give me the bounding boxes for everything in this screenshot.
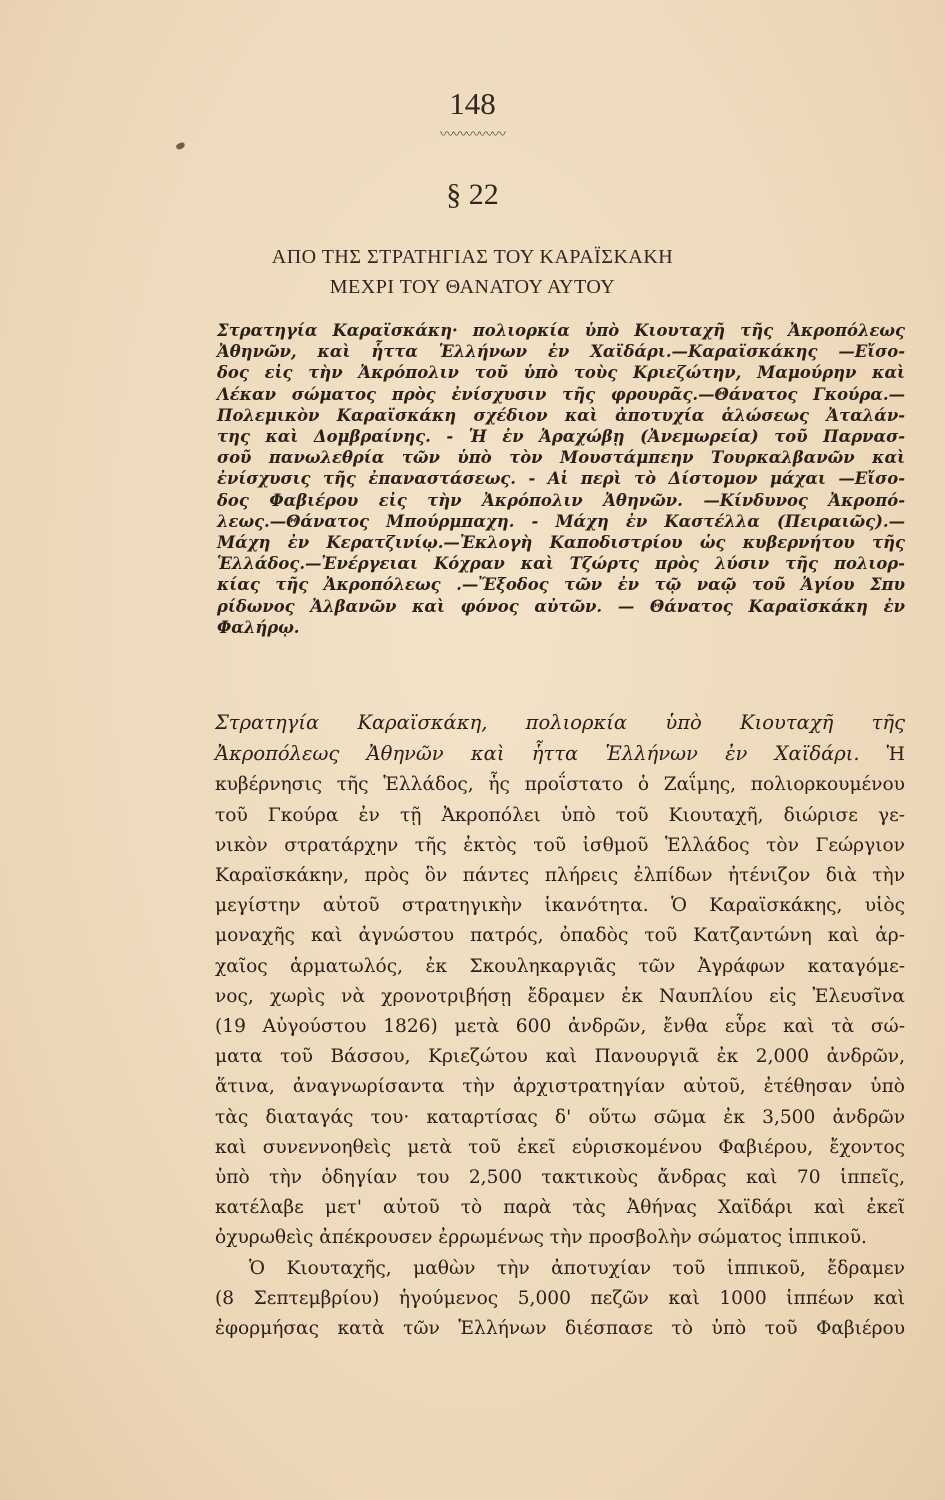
chapter-summary — [217, 320, 905, 638]
body-line: νικὸν στρατάρχην τῆς ἐκτὸς τοῦ ἰσθμοῦ Ἑλλάδος τὸν Γεώργιον — [215, 834, 905, 856]
body-line: μεγίστην αὐτοῦ στρατηγικὴν ἱκανότητα. Ὁ Καραϊσκάκης, υἱὸς — [215, 895, 905, 917]
body-line: κυβέρνησις τῆς Ἑλλάδος, ἧς προΐστατο ὁ Ζαΐμης, πολιορκουμένου — [215, 774, 905, 796]
section-heading: § 22 — [446, 178, 499, 211]
body-line: νος, χωρὶς νὰ χρονοτριβήσῃ ἔδραμεν ἐκ Ναυπλίου εἰς Ἐλευσῖνα — [215, 985, 905, 1007]
body-line: Ὁ Κιουταχῆς, μαθὼν τὴν ἀποτυχίαν τοῦ ἱππικοῦ, ἔδραμεν — [249, 1257, 905, 1279]
body-lead-italic-2: Ἀκροπόλεως Ἀθηνῶν καὶ ἧττα Ἑλλήνων ἐν Χαϊδάρι. — [215, 742, 860, 766]
summary-line: Στρατηγία Καραϊσκάκη· πολιορκία ὑπὸ Κιουταχῆ τῆς Ἀκροπόλεως — [217, 321, 905, 340]
wavy-ornament: 〰〰〰〰〰 — [440, 127, 505, 143]
summary-line: σοῦ πανωλεθρία τῶν ὑπὸ τὸν Μουστάμπεην Τουρκαλβανῶν καὶ — [217, 448, 905, 468]
page-number: 148 — [449, 86, 496, 121]
body-line: ἅτινα, ἀναγνωρίσαντα τὴν ἀρχιστρατηγίαν αὐτοῦ, ἐτέθησαν ὑπὸ — [215, 1076, 905, 1098]
summary-line: της καὶ Δομβραίνης. - Ἡ ἐν Ἀραχώβῃ (Ἀνεμωρεία) τοῦ Παρνασ- — [217, 427, 905, 447]
summary-line: ἐνίσχυσις τῆς ἐπαναστάσεως. - Αἱ περὶ τὸ Δίστομον μάχαι —Εἴσο- — [217, 469, 905, 489]
body-line: Καραϊσκάκην, πρὸς ὃν πάντες πλήρεις ἐλπίδων ἠτένιζον διὰ τὴν — [215, 865, 905, 887]
body-line: ἐφορμήσας κατὰ τῶν Ἑλλήνων διέσπασε τὸ ὑπὸ τοῦ Φαβιέρου — [215, 1318, 905, 1340]
summary-line: δος Φαβιέρου εἰς τὴν Ἀκρόπολιν Ἀθηνῶν. —Κίνδυνος Ἀκροπό- — [217, 490, 905, 510]
body-lead-tail: Ἡ — [859, 744, 905, 766]
chapter-title-line-2: ΜΕΧΡΙ ΤΟΥ ΘΑΝΑΤΟΥ ΑΥΤΟΥ — [329, 276, 616, 298]
summary-line: Πολεμικὸν Καραϊσκάκη σχέδιον καὶ ἀποτυχία ἁλώσεως Ἀταλάν- — [217, 405, 905, 425]
body-text — [215, 708, 905, 1344]
body-line: (19 Αὐγούστου 1826) μετὰ 600 ἀνδρῶν, ἔνθα εὗρε καὶ τὰ σώ- — [215, 1016, 905, 1038]
body-lead-line-1 — [215, 708, 905, 739]
summary-line: Λέκαν σώματος πρὸς ἐνίσχυσιν τῆς φρουρᾶς.—Θάνατος Γκούρα.— — [217, 384, 905, 404]
body-line: ὑπὸ τὴν ὁδηγίαν του 2,500 τακτικοὺς ἄνδρας καὶ 70 ἱππεῖς, — [215, 1167, 905, 1189]
body-line: ματα τοῦ Βάσσου, Κριεζώτου καὶ Πανουργιᾶ ἐκ 2,000 ἀνδρῶν, — [215, 1046, 905, 1068]
summary-line: ρίδωνος Ἀλβανῶν καὶ φόνος αὐτῶν. — Θάνατος Καραϊσκάκη ἐν — [217, 596, 905, 616]
summary-line: Φαλήρῳ. — [217, 617, 300, 637]
body-line: τοῦ Γκούρα ἐν τῇ Ἀκροπόλει ὑπὸ τοῦ Κιουταχῆ, διώρισε γε- — [215, 804, 905, 826]
body-line: ὀχυρωθεὶς ἀπέκρουσεν ἐρρωμένως τὴν προσβολὴν σώματος ἱππικοῦ. — [215, 1227, 867, 1249]
chapter-title-line-1: ΑΠΟ ΤΗΣ ΣΤΡΑΤΗΓΙΑΣ ΤΟΥ ΚΑΡΑΪΣΚΑΚΗ — [271, 246, 674, 268]
body-lead-italic-1: Στρατηγία Καραϊσκάκη, πολιορκία ὑπὸ Κιουταχῆ τῆς — [215, 711, 905, 734]
body-line: (8 Σεπτεμβρίου) ἡγούμενος 5,000 πεζῶν καὶ 1000 ἱππέων καὶ — [215, 1287, 905, 1309]
chapter-title — [0, 242, 945, 302]
summary-line: λεως.—Θάνατος Μπούρμπαχη. - Μάχη ἐν Καστέλλα (Πειραιῶς).— — [217, 511, 905, 531]
body-line: καὶ συνεννοηθεὶς μετὰ τοῦ ἐκεῖ εὑρισκομένου Φαβιέρου, ἔχοντος — [215, 1136, 905, 1158]
body-line: χαῖος ἁρματωλός, ἐκ Σκουληκαργιᾶς τῶν Ἀγράφων καταγόμε- — [215, 955, 905, 977]
summary-line: κίας τῆς Ἀκροπόλεως .—Ἔξοδος τῶν ἐν τῷ ναῷ τοῦ Ἁγίου Σπυ — [217, 575, 905, 595]
body-lead-line-2 — [215, 739, 905, 770]
summary-line: Ἑλλάδος.—Ἐνέργειαι Κόχραν καὶ Τζώρτς πρὸς λύσιν τῆς πολιορ- — [217, 554, 905, 574]
body-line: κατέλαβε μετ' αὐτοῦ τὸ παρὰ τὰς Ἀθήνας Χαϊδάρι καὶ ἐκεῖ — [215, 1197, 905, 1219]
summary-line: Ἀθηνῶν, καὶ ἧττα Ἑλλήνων ἐν Χαϊδάρι.—Καραϊσκάκης —Εἴσο- — [217, 342, 905, 362]
body-line: μοναχῆς καὶ ἀγνώστου πατρός, ὀπαδὸς τοῦ Κατζαντώνη καὶ ἀρ- — [215, 925, 905, 947]
body-line: τὰς διαταγάς του· καταρτίσας δ' οὕτω σῶμα ἐκ 3,500 ἀνδρῶν — [215, 1106, 905, 1128]
summary-line: Μάχη ἐν Κερατζινίῳ.—Ἐκλογὴ Καποδιστρίου ὡς κυβερνήτου τῆς — [217, 533, 905, 553]
summary-line: δος εἰς τὴν Ἀκρόπολιν τοῦ ὑπὸ τοὺς Κριεζώτην, Μαμούρην καὶ — [217, 363, 905, 383]
